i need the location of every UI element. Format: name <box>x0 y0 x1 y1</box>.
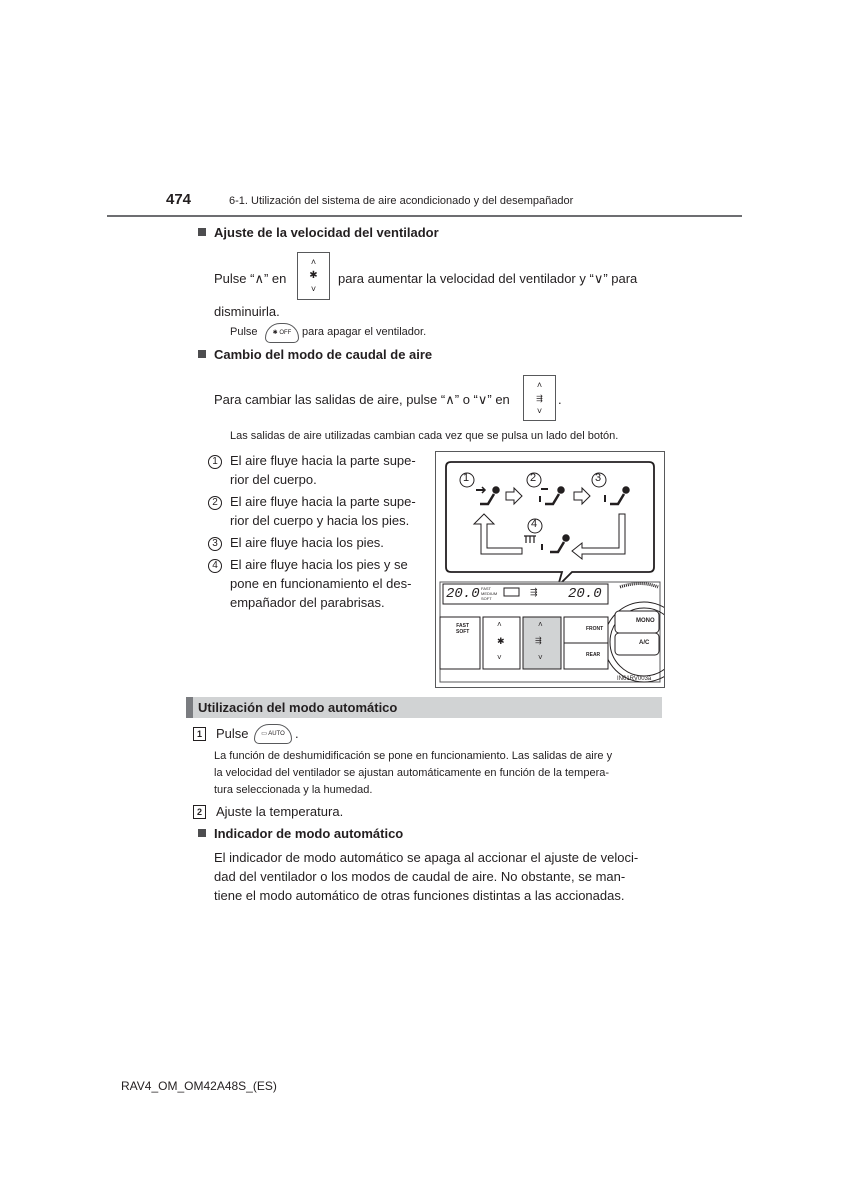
auto-indicator-heading-text: Indicador de modo automático <box>214 826 404 841</box>
note-line: la velocidad del ventilador se ajustan automáticamente en función de la tempera- <box>214 767 610 779</box>
circled-number: 4 <box>208 559 222 573</box>
display-right-temp: 20.0 <box>568 586 602 602</box>
page-number: 474 <box>166 191 192 208</box>
mode-down-icon: ˅ <box>538 653 543 662</box>
list-item-line: empañador del parabrisas. <box>230 595 385 610</box>
airflow-list <box>208 451 424 612</box>
down-symbol: ∨ <box>593 271 604 286</box>
list-item-line: rior del cuerpo y hacia los pies. <box>230 513 410 528</box>
mono-label: MONO <box>636 618 655 624</box>
figure-id: IN61RV003a <box>617 676 652 682</box>
list-item-line: El aire fluye hacia los pies y se <box>230 557 408 572</box>
figure-label-1: 1 <box>463 472 470 484</box>
airflow-note: Las salidas de aire utilizadas cambian cada vez que se pulsa un lado del botón. <box>230 430 619 442</box>
auto-indicator-heading <box>198 826 403 841</box>
section-bar-title: Utilización del modo automático <box>198 700 398 715</box>
list-item <box>208 555 424 612</box>
mode-icon: ⇶ <box>535 636 542 645</box>
text-fragment: para aumentar la velocidad del ventilador y “ <box>338 271 594 286</box>
text-fragment: Pulse <box>230 326 258 338</box>
bullet-square-icon <box>198 350 206 358</box>
text-fragment: ” para <box>603 271 638 286</box>
section-bar-stripe <box>186 697 193 718</box>
airflow-heading-text: Cambio del modo de caudal de aire <box>214 347 433 362</box>
fast-soft-label <box>456 623 469 635</box>
list-item <box>208 533 424 552</box>
text-fragment: Pulse <box>216 726 249 741</box>
auto-indicator-body <box>214 848 658 905</box>
circled-number: 2 <box>208 496 222 510</box>
step-2-text: Ajuste la temperatura. <box>216 804 344 819</box>
text-fragment: Pulse “ <box>214 271 255 286</box>
step-1-note <box>214 748 658 799</box>
mode-up-icon: ˄ <box>538 620 543 629</box>
off-label: OFF <box>279 330 292 336</box>
ac-label: A/C <box>639 640 650 646</box>
fan-off-note-end: para apagar el ventilador. <box>302 326 427 338</box>
bullet-square-icon <box>198 228 206 236</box>
step-1 <box>193 724 249 743</box>
step-2 <box>193 802 343 821</box>
text-fragment: Para cambiar las salidas de aire, pulse “ <box>214 392 446 407</box>
section-bar <box>186 697 662 718</box>
step-number-box: 1 <box>193 727 206 741</box>
text-fragment: ” o “ <box>454 392 478 407</box>
airflow-line-end: . <box>558 392 562 407</box>
up-symbol: ∧ <box>445 392 455 407</box>
figure-label-4: 4 <box>531 518 538 530</box>
fast-text: FAST <box>456 623 470 629</box>
fan-off-button-icon: ✱ OFF <box>265 323 299 343</box>
circled-number: 1 <box>208 455 222 469</box>
up-symbol: ∧ <box>254 271 264 286</box>
note-line: tura seleccionada y la humedad. <box>214 784 373 796</box>
step-1-end: . <box>295 726 299 741</box>
body-line: El indicador de modo automático se apaga al accionar el ajuste de veloci- <box>214 850 639 865</box>
text-fragment: ” en <box>487 392 510 407</box>
ac-button <box>615 633 659 655</box>
bullet-square-icon <box>198 829 206 837</box>
body-line: tiene el modo automático de otras funciones distintas a las accionadas. <box>214 888 625 903</box>
medium-label: MEDIUM <box>481 591 498 596</box>
fan-down-icon: ˅ <box>497 653 502 662</box>
rear-label: REAR <box>586 652 601 658</box>
fan-icon: ✱ <box>497 636 505 646</box>
display-mode-icon: ⇶ <box>530 587 538 597</box>
list-item-line: El aire fluye hacia la parte supe- <box>230 453 416 468</box>
airflow-line <box>214 390 510 409</box>
fan-speed-button-icon: ˄ ✱ ˅ <box>297 252 330 300</box>
list-item-line: rior del cuerpo. <box>230 472 317 487</box>
fan-speed-line1-left <box>214 269 286 288</box>
soft-label: SOFT <box>481 596 492 601</box>
figure-label-2: 2 <box>530 472 537 484</box>
fan-speed-line1-right <box>338 269 658 288</box>
climate-figure <box>435 451 665 688</box>
fan-speed-line2: disminuirla. <box>214 304 280 319</box>
display-fan-labels <box>481 586 497 601</box>
footer-code: RAV4_OM_OM42A48S_(ES) <box>121 1079 277 1093</box>
fan-speed-heading-text: Ajuste de la velocidad del ventilador <box>214 225 439 240</box>
circled-number: 3 <box>208 537 222 551</box>
auto-button-icon: ▭ AUTO <box>254 724 292 744</box>
down-symbol: ∨ <box>477 392 488 407</box>
list-item-line: El aire fluye hacia los pies. <box>230 535 384 550</box>
front-label: FRONT <box>586 626 604 632</box>
text-fragment: ” en <box>263 271 287 286</box>
fan-speed-heading <box>198 225 439 240</box>
list-item-line: pone en funcionamiento el des- <box>230 576 412 591</box>
note-line: La función de deshumidificación se pone en funcionamiento. Las salidas de aire y <box>214 750 613 762</box>
running-title: 6-1. Utilización del sistema de aire acondicionado y del desempañador <box>229 195 574 207</box>
soft-text: SOFT <box>456 629 470 635</box>
display-left-temp: 20.0 <box>446 586 480 602</box>
airflow-heading <box>198 347 432 362</box>
figure-label-3: 3 <box>595 472 602 484</box>
fan-up-icon: ˄ <box>497 620 502 629</box>
airflow-button-icon: ˄ ⇶ ˅ <box>523 375 556 421</box>
list-item <box>208 492 424 530</box>
list-item-line: El aire fluye hacia la parte supe- <box>230 494 416 509</box>
header-rule <box>107 215 742 217</box>
fast-label: FAST <box>481 586 492 591</box>
climate-figure-drawing <box>436 452 664 687</box>
fan-off-note <box>230 324 258 341</box>
step-number-box: 2 <box>193 805 206 819</box>
body-line: dad del ventilador o los modos de caudal de aire. No obstante, se man- <box>214 869 626 884</box>
auto-label: AUTO <box>268 731 285 737</box>
list-item <box>208 451 424 489</box>
